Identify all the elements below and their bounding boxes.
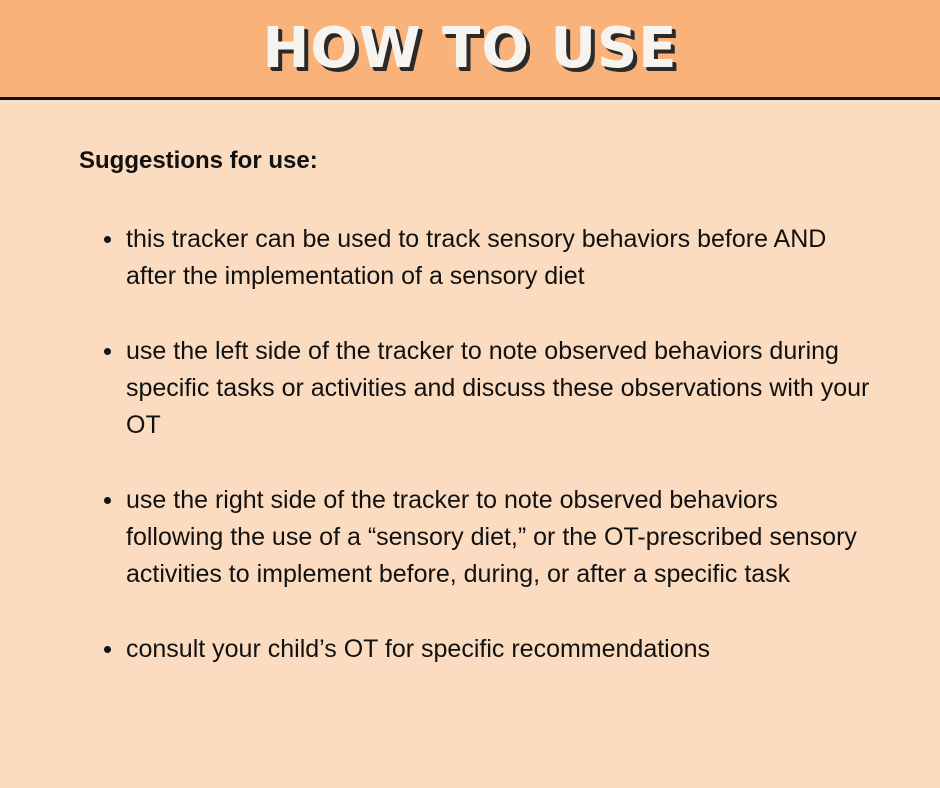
page-title: HOW TO USE <box>262 15 678 81</box>
list-item-text: this tracker can be used to track sensory behaviors before AND after the implementation of a sensory diet <box>126 225 827 290</box>
bullet-icon <box>104 646 111 653</box>
header-banner <box>0 0 940 100</box>
list-item <box>79 333 879 444</box>
bullet-icon <box>104 348 111 355</box>
bullet-icon <box>104 236 111 243</box>
list-item-text: consult your child’s OT for specific recommendations <box>126 635 711 663</box>
content-section <box>79 145 879 706</box>
list-item <box>79 221 879 295</box>
list-item <box>79 631 879 668</box>
section-subtitle: Suggestions for use: <box>79 147 318 174</box>
list-item <box>79 482 879 593</box>
list-item-text: use the left side of the tracker to note observed behaviors during specific tasks or activities and discuss these observations with your OT <box>126 337 870 439</box>
bullet-icon <box>104 497 111 504</box>
suggestions-list <box>79 221 879 668</box>
list-item-text: use the right side of the tracker to note observed behaviors following the use of a “sensory diet,” or the OT-prescribed sensory activities to implement before, during, or after a specific task <box>126 486 857 588</box>
